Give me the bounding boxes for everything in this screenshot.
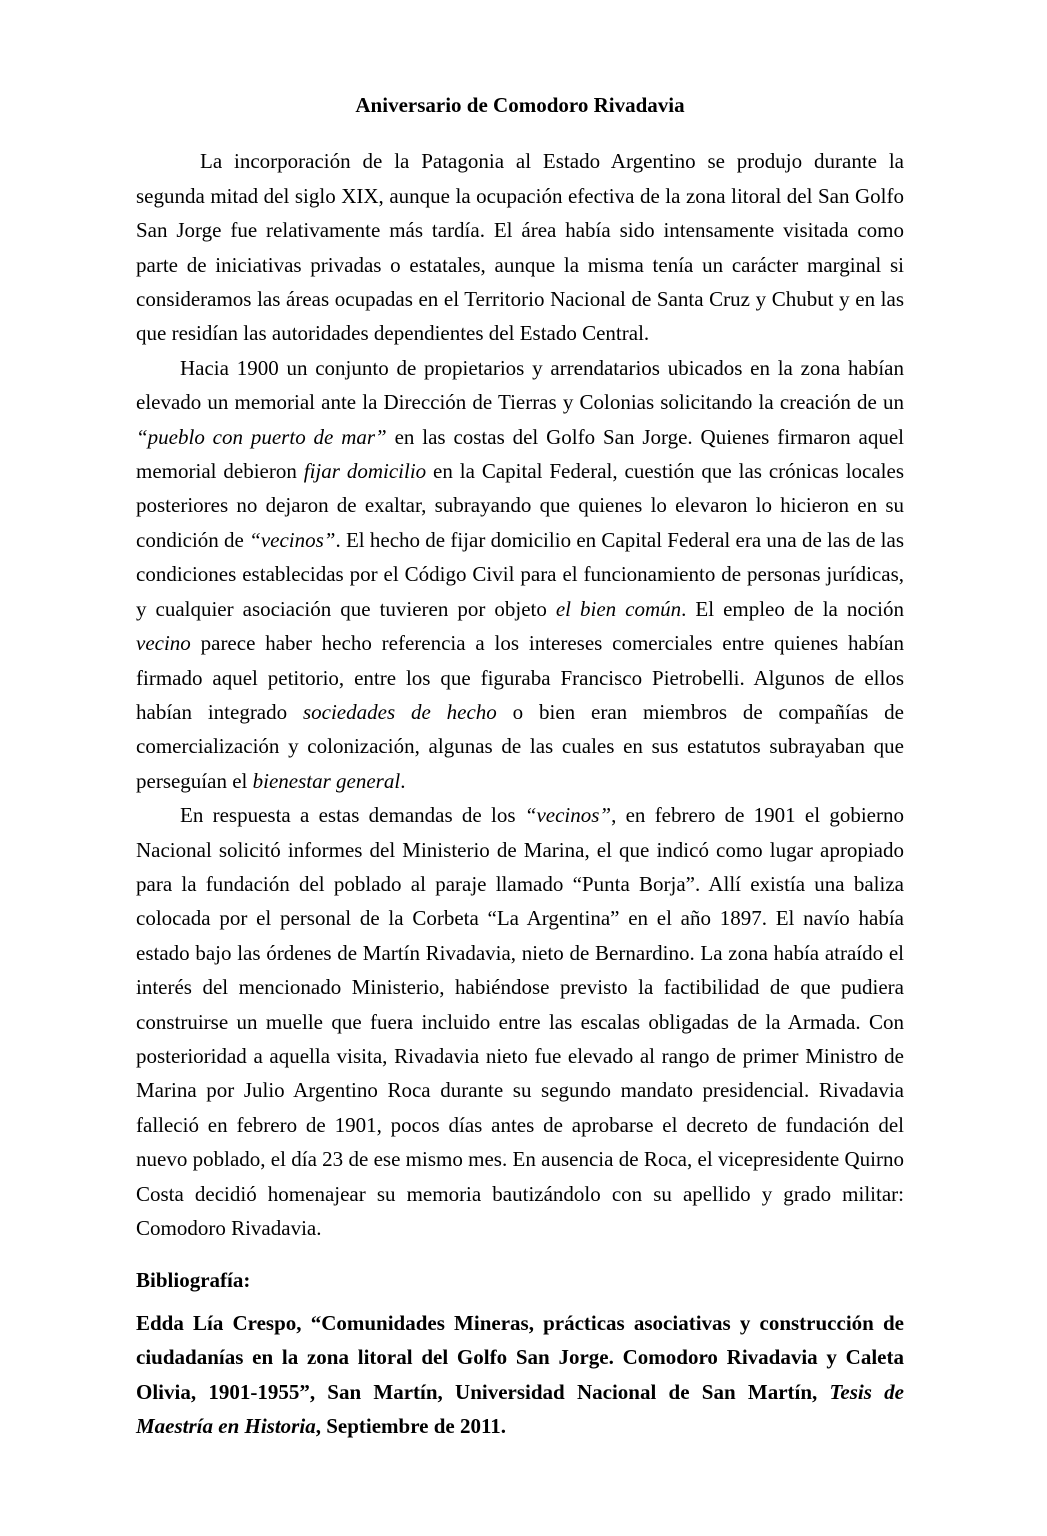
text-run: en la Capital Federal, cuestión que las crónicas locales posteriores no dejaron de exaltar, subrayando que quienes lo elevaron lo hicieron en su condición de <box>136 459 904 552</box>
paragraph-fundacion <box>136 798 904 1245</box>
text-run: o bien eran miembros de compañías de comercialización y colonización, algunas de las cuales en sus estatutos subrayaban que perseguían el <box>136 699 904 793</box>
emphasized-text-run: sociedades de hecho <box>302 699 497 724</box>
text-run: Hacia 1900 un conjunto de propietarios y arrendatarios ubicados en la zona habían elevado un memorial ante la Dirección de Tierras y Colonias solicitando la creación de un <box>136 355 904 415</box>
text-run: . <box>400 768 406 793</box>
bibliography-entry <box>136 1306 904 1444</box>
paragraph-memorial <box>136 351 904 798</box>
emphasized-text-run: fijar domicilio <box>303 459 427 484</box>
emphasized-text-run: vecino <box>136 631 191 656</box>
text-run: La incorporación de la Patagonia al Estado Argentino se produjo durante la segunda mitad del siglo XIX, aunque la ocupación efectiva de la zona litoral del San Golfo San Jorge fue relativamente más tardía. El área había sido intensamente visitada como parte de iniciativas privadas o estatales, aunque la misma tenía un carácter marginal si consideramos las áreas ocupadas en el Territorio Nacional de Santa Cruz y Chubut y en las que residían las autoridades dependientes del Estado Central. <box>136 149 904 346</box>
emphasized-text-run: “vecinos” <box>249 527 336 552</box>
bibliography-heading: Bibliografía: <box>136 1268 251 1293</box>
emphasized-text-run: “vecinos” <box>524 803 612 828</box>
emphasized-text-run: bienestar general <box>252 768 401 793</box>
document-title: Aniversario de Comodoro Rivadavia <box>355 93 685 117</box>
emphasized-text-run: “pueblo con puerto de mar” <box>136 424 387 449</box>
text-run: En respuesta a estas demandas de los <box>180 803 525 828</box>
emphasized-text-run: el bien común <box>555 596 682 621</box>
text-run: Edda Lía Crespo, “Comunidades Mineras, prácticas asociativas y construcción de ciudadanías en la zona litoral del Golfo San Jorge. Comodoro Rivadavia y Caleta Olivia, 1901-1955”, San Martín, Universidad Nacional de San Martín, <box>136 1310 904 1404</box>
text-run: parece haber hecho referencia a los intereses comerciales entre quienes habían firmado aquel petitorio, entre los que figuraba Francisco Pietrobelli. Algunos de ellos habían integrado <box>136 631 904 724</box>
text-run: en las costas del Golfo San Jorge. Quienes firmaron aquel memorial debieron <box>136 424 904 484</box>
text-run: , en febrero de 1901 el gobierno Nacional solicitó informes del Ministerio de Marina, el que indicó como lugar apropiado para la fundación del poblado al paraje llamado “Punta Borja”. Allí existía una baliza colocada por el personal de la Corbeta “La Argentina” en el año 1897. El navío había estado bajo las órdenes de Martín Rivadavia, nieto de Bernardino. La zona había atraído el interés del mencionado Ministerio, habiéndose previsto la factibilidad de que pudiera construirse un muelle que fuera incluido entre las escalas obligadas de la Armada. Con posterioridad a aquella visita, Rivadavia nieto fue elevado al rango de primer Ministro de Marina por Julio Argentino Roca durante su segundo mandato presidencial. Rivadavia falleció en febrero de 1901, pocos días antes de aprobarse el decreto de fundación del nuevo poblado, el día 23 de ese mismo mes. En ausencia de Roca, el vicepresidente Quirno Costa decidió homenajear su memoria bautizándolo con su apellido y grado militar: Comodoro Rivadavia. <box>136 803 904 1240</box>
text-run: , Septiembre de 2011. <box>315 1414 507 1439</box>
paragraph-intro <box>136 144 904 350</box>
emphasized-text-run: Tesis de Maestría en Historia <box>136 1379 904 1439</box>
text-run: . El hecho de fijar domicilio en Capital Federal era una de las de las condiciones establecidas por el Código Civil para el funcionamiento de personas jurídicas, y cualquier asociación que tuvieren por objeto <box>136 527 905 621</box>
text-run: . El empleo de la noción <box>681 596 905 621</box>
